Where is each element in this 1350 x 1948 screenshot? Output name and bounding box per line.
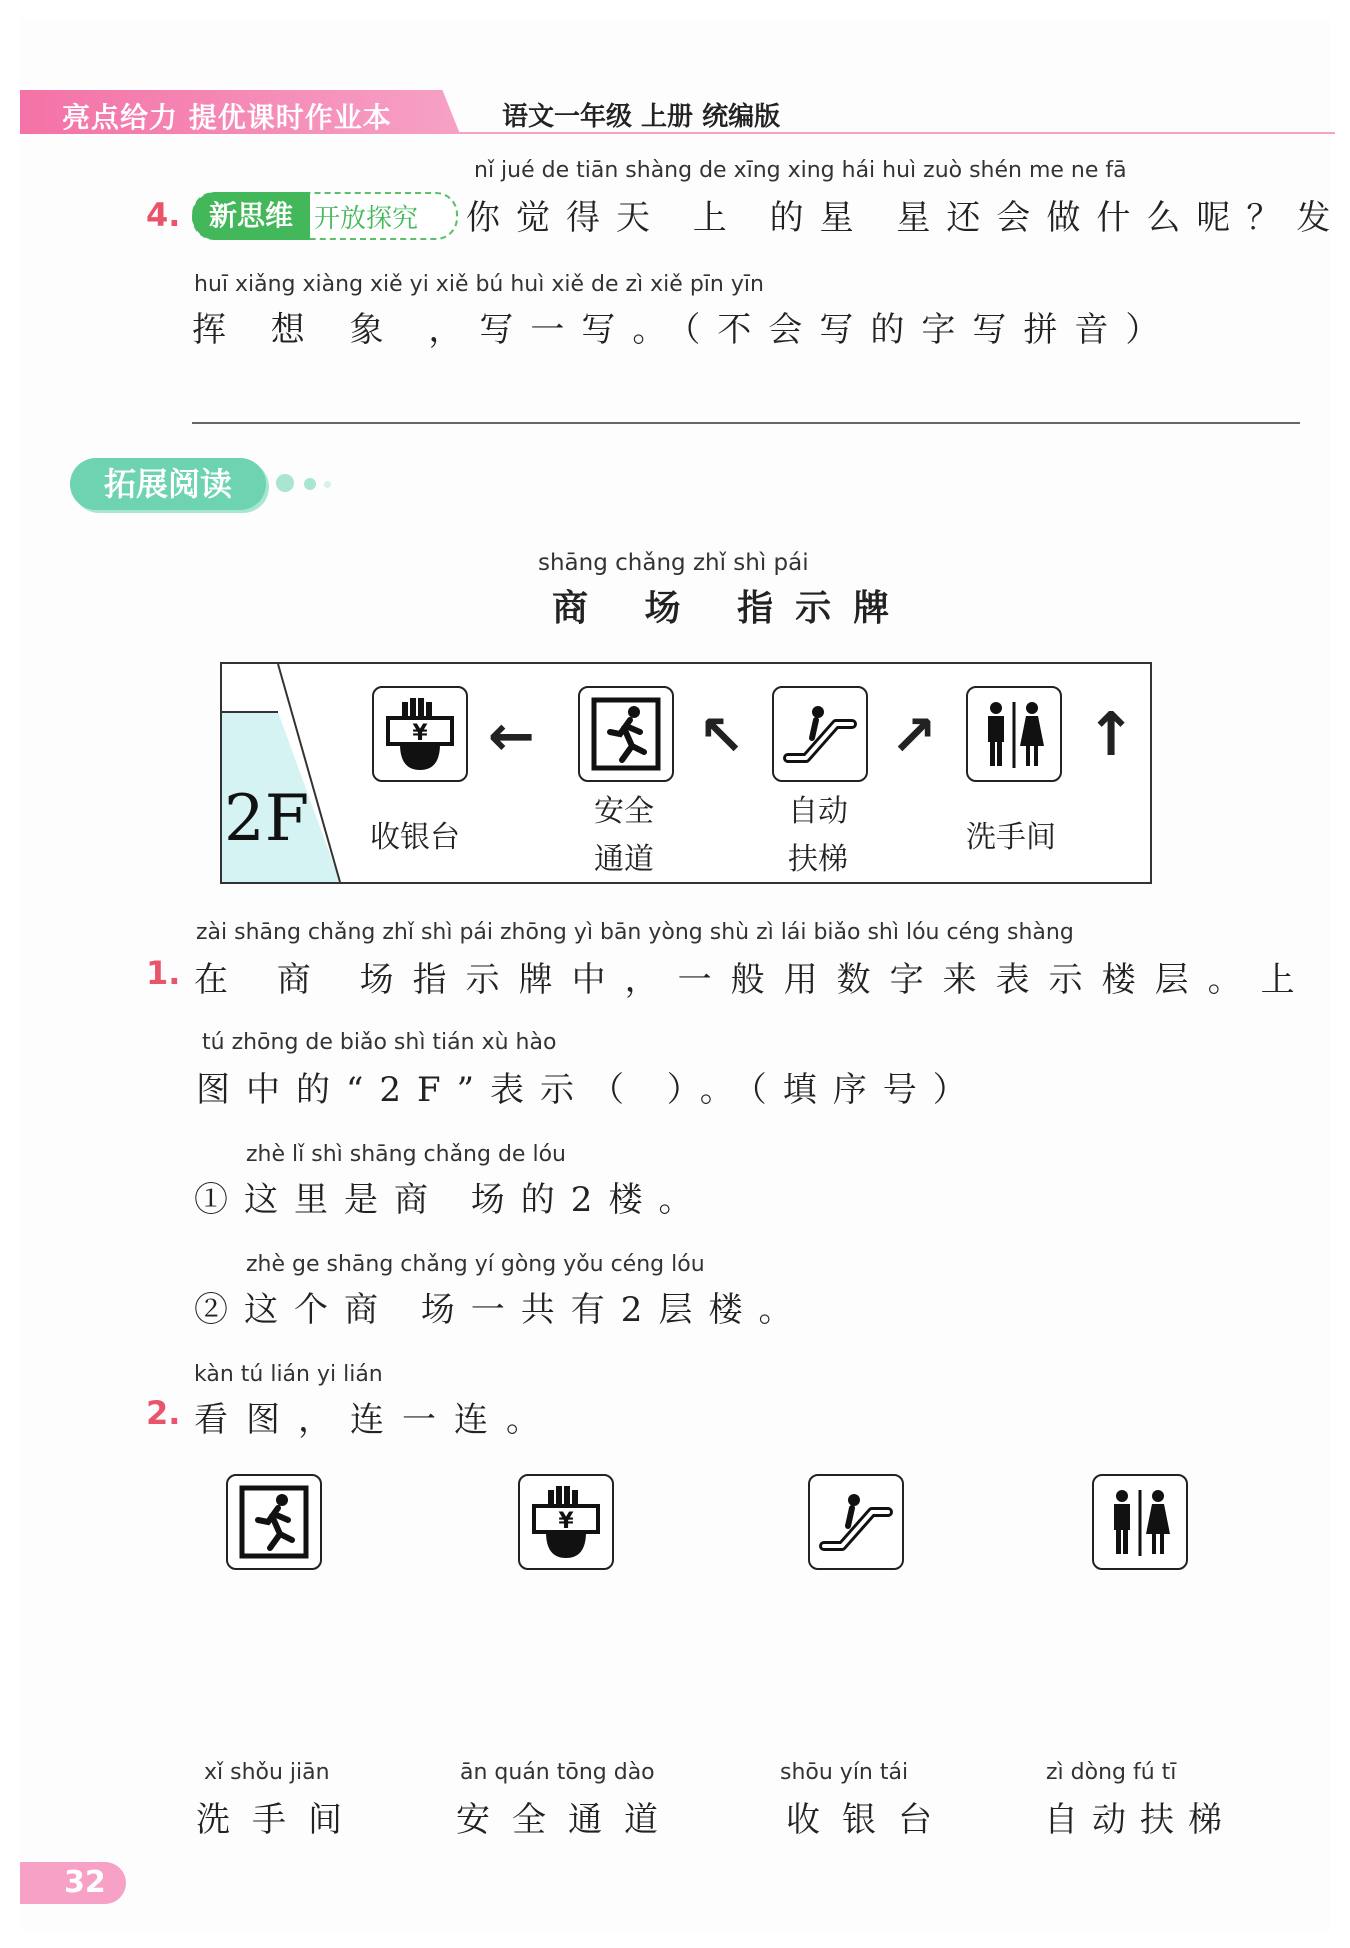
book-title: 亮点给力 提优课时作业本 <box>62 101 392 134</box>
subject-info: 语文一年级 上册 统编版 <box>502 102 781 132</box>
q1-option1-pinyin: zhè lǐ shì shāng chǎng de lóu <box>246 1142 566 1167</box>
svg-text:¥: ¥ <box>558 1509 574 1534</box>
q1-option1-text: ①这里是商 场的2楼。 <box>194 1180 709 1220</box>
q1-line2-text: 图中的“2F”表示（ ）。（填序号） <box>196 1070 983 1110</box>
q4-number: 4. <box>146 196 181 234</box>
q1-number: 1. <box>146 954 181 992</box>
arrow-up-right-icon: ↗ <box>890 704 937 769</box>
label-exit-line2: 通道 <box>594 842 654 877</box>
svg-text:¥: ¥ <box>412 721 428 746</box>
word-pinyin: shōu yín tái <box>780 1760 909 1785</box>
restroom-icon[interactable] <box>1092 1474 1188 1570</box>
floor-label: 2F <box>224 782 310 856</box>
escalator-icon <box>772 686 868 782</box>
think-badge-tag: 开放探究 <box>314 204 419 234</box>
word-pinyin: xǐ shǒu jiān <box>204 1760 330 1785</box>
q1-option2-text: ②这个商 场一共有2层楼。 <box>194 1290 809 1330</box>
cashier-icon[interactable] <box>518 1474 614 1570</box>
escalator-icon[interactable] <box>808 1474 904 1570</box>
word-emergency-exit[interactable]: 安全通道 <box>456 1800 680 1840</box>
label-cashier: 收银台 <box>370 820 460 855</box>
word-escalator[interactable]: 自动扶梯 <box>1044 1800 1236 1840</box>
cashier-icon <box>372 686 468 782</box>
arrow-up-left-icon: ↖ <box>698 704 745 769</box>
q2-number: 2. <box>146 1394 181 1432</box>
mall-sign <box>220 662 1152 884</box>
page-number: 32 <box>20 1862 126 1904</box>
restroom-icon <box>966 686 1062 782</box>
q4-line1-pinyin: nǐ jué de tiān shàng de xīng xing hái huì zuò shén me ne fā <box>474 158 1127 183</box>
q2-text: 看图，连一连。 <box>194 1400 558 1440</box>
emergency-exit-icon[interactable] <box>226 1474 322 1570</box>
label-exit-line1: 安全 <box>594 794 654 829</box>
word-cashier[interactable]: 收银台 <box>786 1800 954 1840</box>
q1-line1-pinyin: zài shāng chǎng zhǐ shì pái zhōng yì bān yòng shù zì lái biǎo shì lóu céng shàng <box>196 920 1074 945</box>
word-restroom[interactable]: 洗手间 <box>196 1800 364 1840</box>
q2-pinyin: kàn tú lián yi lián <box>194 1362 383 1387</box>
arrow-left-icon: ← <box>488 704 535 769</box>
think-badge-main: 新思维 <box>192 192 310 240</box>
label-escalator-line1: 自动 <box>788 794 848 829</box>
q1-line1-text: 在 商 场指示牌中，一般用数字来表示楼层。上 <box>194 960 1314 1000</box>
q1-answer-blank[interactable] <box>580 1066 640 1106</box>
q1-option2-pinyin: zhè ge shāng chǎng yí gòng yǒu céng lóu <box>246 1252 705 1277</box>
label-restroom: 洗手间 <box>966 820 1056 855</box>
decor-dot <box>304 478 316 490</box>
section-title: 拓展阅读 <box>70 458 266 510</box>
header-divider <box>455 132 1335 134</box>
word-pinyin: ān quán tōng dào <box>460 1760 655 1785</box>
q1-line2-pinyin: tú zhōng de biǎo shì tián xù hào <box>202 1030 557 1055</box>
q4-line2-text: 挥 想 象 ，写一写。（不会写的字写拼音） <box>192 310 1177 350</box>
label-escalator-line2: 扶梯 <box>788 842 848 877</box>
emergency-exit-icon <box>578 686 674 782</box>
word-pinyin: zì dòng fú tī <box>1046 1760 1177 1785</box>
reading-title: 商 场 指示牌 <box>552 587 912 629</box>
q4-line2-pinyin: huī xiǎng xiàng xiě yi xiě bú huì xiě de zì xiě pīn yīn <box>194 272 764 297</box>
reading-title-pinyin: shāng chǎng zhǐ shì pái <box>538 550 809 576</box>
decor-dot <box>276 474 294 492</box>
decor-dot <box>324 481 331 488</box>
answer-line[interactable] <box>192 422 1300 424</box>
arrow-up-icon: ↑ <box>1086 700 1137 770</box>
q4-line1-text: 你觉得天 上 的星 星还会做什么呢？发 <box>466 198 1347 238</box>
